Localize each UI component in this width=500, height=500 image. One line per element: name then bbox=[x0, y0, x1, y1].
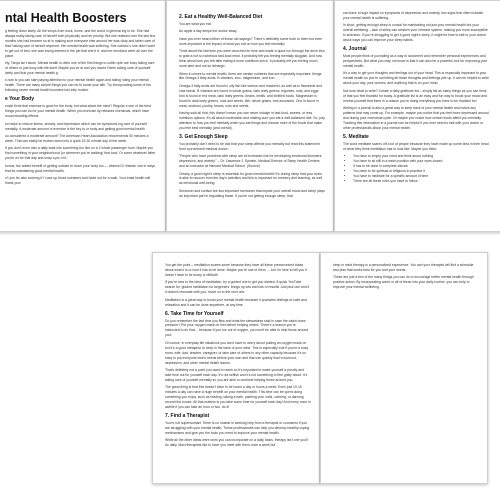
paragraph: You probably don't need to be told that your sleep affects you mentally but read this statement from a prominent medical doctor: bbox=[179, 141, 320, 151]
paragraph: An apple a day keeps the doctor away. bbox=[179, 29, 238, 34]
paragraph: The great thing is that this doesn't have to be hours a day or hours a week. Even just 10-15 minutes a day can have a huge benefit on your mental health. This time can be spent doing something you enjoy, such as reading, taking a bath, painting your nails, coloring, or dancing around the house. All that matters is you take some time for yourself each day! And every once in awhile if you can take an hour or two, do it! bbox=[165, 385, 311, 409]
section-heading: 2. Eat a Healthy Well-Balanced Diet bbox=[179, 14, 263, 20]
paragraph: It's a way to get your thoughts and feelings out of your head. This is especially important to your mental health so you're not letting all those thoughts and feelings pile up. It can be helpful to write about your day, your worries, and anything that is on your mind. bbox=[343, 71, 489, 86]
paragraph: Most people think of journaling as a way to document and remember personal experiences and perspectives. But what you may not know is that it can also be a powerful tool for improving your mental health. bbox=[343, 54, 488, 68]
paragraph: Serotonin and cortisol are two important hormones that impact your overall mood and sleep plays an important part in regulating these. If you're not getting enough sleep, that bbox=[179, 188, 325, 198]
paragraph: Have you ever heard either of these old sayings? There's definitely some truth to them but even more important is the impact of what you eat on how you feel mentally! bbox=[179, 36, 323, 46]
paragraph: These are just a few of the many things you can do to encourage better mental health through positive action. By incorporating some or all of these into your daily routine, you can help to improve your mental wellbeing. bbox=[333, 275, 474, 290]
section-heading: 4. Journal bbox=[343, 46, 367, 53]
paragraph: Clearly, a good night's sleep is essential for good mental health! It's during sleep that your brain is able to recover from the day's activities and this is important for memory and learning, as well as emotional well-being. bbox=[179, 171, 323, 186]
document-page-5 bbox=[320, 252, 488, 484]
paragraph: "People who have problems with sleep are at increased risk for developing emotional disorders, depression, and anxiety." – Dr. Lawrence J. Epstein, Medical Director of Sleep Health Centers and an instructor at Harvard Medical School. (Source) bbox=[179, 154, 323, 169]
bullet-list bbox=[343, 154, 489, 184]
paragraph: Writing in a journal is also a great way to keep track of your mental health and notice any patterns that may come up. For example, maybe you notice that you feel more depressed around and during your menstrual cycle. Or maybe you notice how certain foods affect you mentally. Tracking this information in a journal can be helpful if you ever need to talk with your doctor or other professionals about your mental health. bbox=[343, 106, 489, 130]
section-heading: 6. Take Time for Yourself bbox=[165, 310, 224, 317]
paragraph: While all the other ideas were ones you can incorporate on a daily basis, therapy isn't one you'll do daily. Most therapists like to have you meet with them once a week but bbox=[165, 438, 309, 448]
page-5-content bbox=[321, 253, 487, 301]
paragraph: You're not superwoman! There is no shame in seeking help from a therapist or counselor if you are struggling with your mental health. These professionals can help you develop healthy coping mechanisms and give you the tools you need to improve your mental health. bbox=[165, 420, 310, 435]
document-page-4 bbox=[152, 252, 320, 484]
paragraph: Do you remember the last time you flew and what the stewardess said in case the cabin loses pressure? Put your oxygen mask on first before helping others. There's a reason you're instructed to do that… because if you run out of oxygen, you won't be able to help those around you! bbox=[165, 318, 309, 338]
paragraph: The word meditate scares off a lot of people because they have made up some idea in their head of what they think meditation has to look like. Maybe you think: bbox=[343, 141, 489, 151]
paragraph: If you're new to the idea of meditation, try a guided one to get you started. A quick YouTube search for 'guided meditation for beginners' brings up lots and lots of results! Just pick one and if it doesn't resonate with you, move on to the next one. bbox=[165, 280, 310, 295]
list-item: • There are all these rules you have to follow bbox=[353, 179, 489, 184]
paragraph: n't you for also working it? Lace up those sneakers and head out for a walk. Your ental health will thank you! bbox=[5, 176, 151, 185]
paragraph: Think about the last time you were crunched for time and made a quick run through the drive-thru to grab a not so nutritious fast-food meal. It probably left you feeling mentally sluggish. And now think about how you felt after eating a more nutritious lunch. It probably left you feeling much more alert and not so lethargic. bbox=[179, 49, 325, 69]
list-item: • It has to be done in complete silence bbox=[353, 164, 489, 169]
paragraph: eople think that exercise is good for the body, but what about the mind? Regular s one of the best things you can do for your mental health. When you exercise dy releases chemicals, which have mood-boosting effects. bbox=[5, 104, 151, 119]
section-heading: 5. Meditate bbox=[343, 133, 369, 140]
paragraph: ou considered a moderate amount? The American Heart Association recommends 50 minutes a week. That can easily be broken down into a quick 15-30 minute day of the week. bbox=[5, 133, 149, 143]
paragraph: so helps to reduce stress, anxiety, and depression which can be symptoms ing care of yourself mentally. A moderate amount of exercise is the key to ur body and getting good mental health. bbox=[5, 121, 147, 131]
paragraph: Meditation is a great way to boost your mental health because it promotes feelings of calm and relaxation and it can be done anywhere, at any time. bbox=[165, 297, 307, 307]
paragraph: ely, Tanya isn't alone. Mental health is often one of the first things to suffer ople are busy taking care of others or just busy with life itself. Maybe you've al and you haven't been taking care of yourself lately and that your mental health g. bbox=[5, 61, 155, 75]
document-title: ntal Health Boosters bbox=[5, 11, 127, 25]
paragraph: Having said all that, this doesn't mean you can never indulge in fast-food, sweets, or less nutritious options. It's all about moderation and making sure you eat a well-balanced diet. So, pay attention to how you feel mentally when you eat things and choose more of the foods that make you feel best mentally (and overall). bbox=[179, 111, 325, 130]
paragraph: can have a huge impact on symptoms of depression and anxiety, two signs that often indicate your mental health is suffering. bbox=[343, 11, 484, 20]
document-page-3 bbox=[334, 0, 500, 232]
document-page-2 bbox=[166, 0, 334, 232]
section-heading: 3. Get Enough Sleep bbox=[179, 133, 228, 140]
paragraph: bonus, the added benefit of getting outside to move your body too — vitamin D! Vitamin ctor in ways that for maintaining good mental health. bbox=[5, 163, 155, 173]
page-4-content bbox=[153, 253, 319, 459]
document-page-1 bbox=[0, 0, 166, 232]
list-item: • You have to sit still in a weird position with your eyes closed bbox=[353, 159, 489, 164]
paragraph: That's definitely not a point you want to reach so it's important to make yourself a priority and take time out for yourself each day. It's not selfish and it's not something to feel guilty about. It's taking care of yourself mentally so you are able to continue helping those around you. bbox=[165, 367, 308, 382]
section-heading: e Your Body bbox=[5, 96, 34, 103]
paragraph: If you don't even own a daily walk into something fun like on a 2 whole passenger hum. Maybe you find something in your neighborhood (or wherever you're walking) that lood. Or some whatever latter you're on for that day and snap a pic of it. bbox=[5, 146, 156, 161]
list-item: • You have to meditate for a specific amount of time bbox=[353, 174, 489, 179]
paragraph: Omega-3 fatty acids are found in oily fish like salmon and mackerel, as well as in flaxseeds and chia seeds. B vitamins are found in whole grains, dark leafy greens, legumes, nuts, and eggs. Iron is found in red meat, dark leafy greens, beans, lentils, and fortified foods. Magnesium is found in dark leafy greens, nuts and seeds, fish, whole grains, and avocados. Zinc is found in meat, seafood, poultry, beans, nuts and seeds. bbox=[179, 83, 322, 108]
paragraph: In short, getting enough sleep is crucial for maintaining not just your mental health but your overall wellbeing – lack of sleep can weaken your immune system, making you more susceptible to sickness. If you're struggling to get a good night's sleep, it might be time to talk to your doctor about ways you can improve your sleep habits. bbox=[343, 23, 488, 43]
paragraph: Not sure what to write? Create a daily gratitude list – simply list as many things as you can think of that you feel thankful for today. A gratitude list is an easy and fun way to boost your mood and remind yourself that there is a reason you're doing everything you have to be thankful for! bbox=[343, 88, 487, 103]
list-item: • You have to be spiritual or religious to practice it bbox=[353, 169, 489, 174]
paragraph: You are what you eat. bbox=[179, 22, 212, 26]
list-item: • You have to empty your mind and think about nothing bbox=[353, 154, 489, 159]
paragraph: g feeling down lately. All the shops from work, home, and the world in general ing to be. She had always really taking care of herself both physically and her priority. But she realised over the last few months she had become so st in making sure everyone else around her was okay and taken care of that f taking care of herself anymore. Her mental health was suffering. She noticed u she didn't want to get out of bed, she was losing interest in the job that she'd rt, and her emotions were all over the place. bbox=[5, 29, 156, 58]
paragraph: s now is you can start paying attention to your mental health again and taking nding your mental health. There are many simple things you can do to boost your alth. Try incorporating some of the following seven mental health boosters into ekly routine. bbox=[5, 78, 152, 93]
paragraph: keep in mind therapy is a personalized experience. You and your therapist will find a schedule and plan that works best for you and your needs. bbox=[333, 263, 474, 272]
paragraph: You get the point – meditation scares some because they have all these preconceived ideas about what it is or how it has to be done. Maybe you're one of them … but I'm here to tell you it doesn't have to be scary or difficult! bbox=[165, 263, 307, 277]
section-heading: 7. Find a Therapist bbox=[165, 412, 210, 419]
page-1-content bbox=[0, 1, 165, 196]
paragraph: When it comes to mental health, there are certain nutrients that are especially important: things like Omega-3 fatty acids, B vitamins, zinc, magnesium, and iron. bbox=[179, 71, 322, 81]
page-2-content bbox=[167, 1, 333, 209]
page-3-content bbox=[335, 1, 500, 194]
paragraph: Of course, in everyday life situations you don't have to worry about putting an oxygen mask on but it's a good metaphor to keep in the back of your mind. This is especially true if you're a busy mom, wife, dad, teacher, caregiver, or take care of others in any other capacity because it's so easy to put everyone else's needs before your own and that can quickly lead to burnout, depression, and other mental health issues. bbox=[165, 340, 309, 365]
